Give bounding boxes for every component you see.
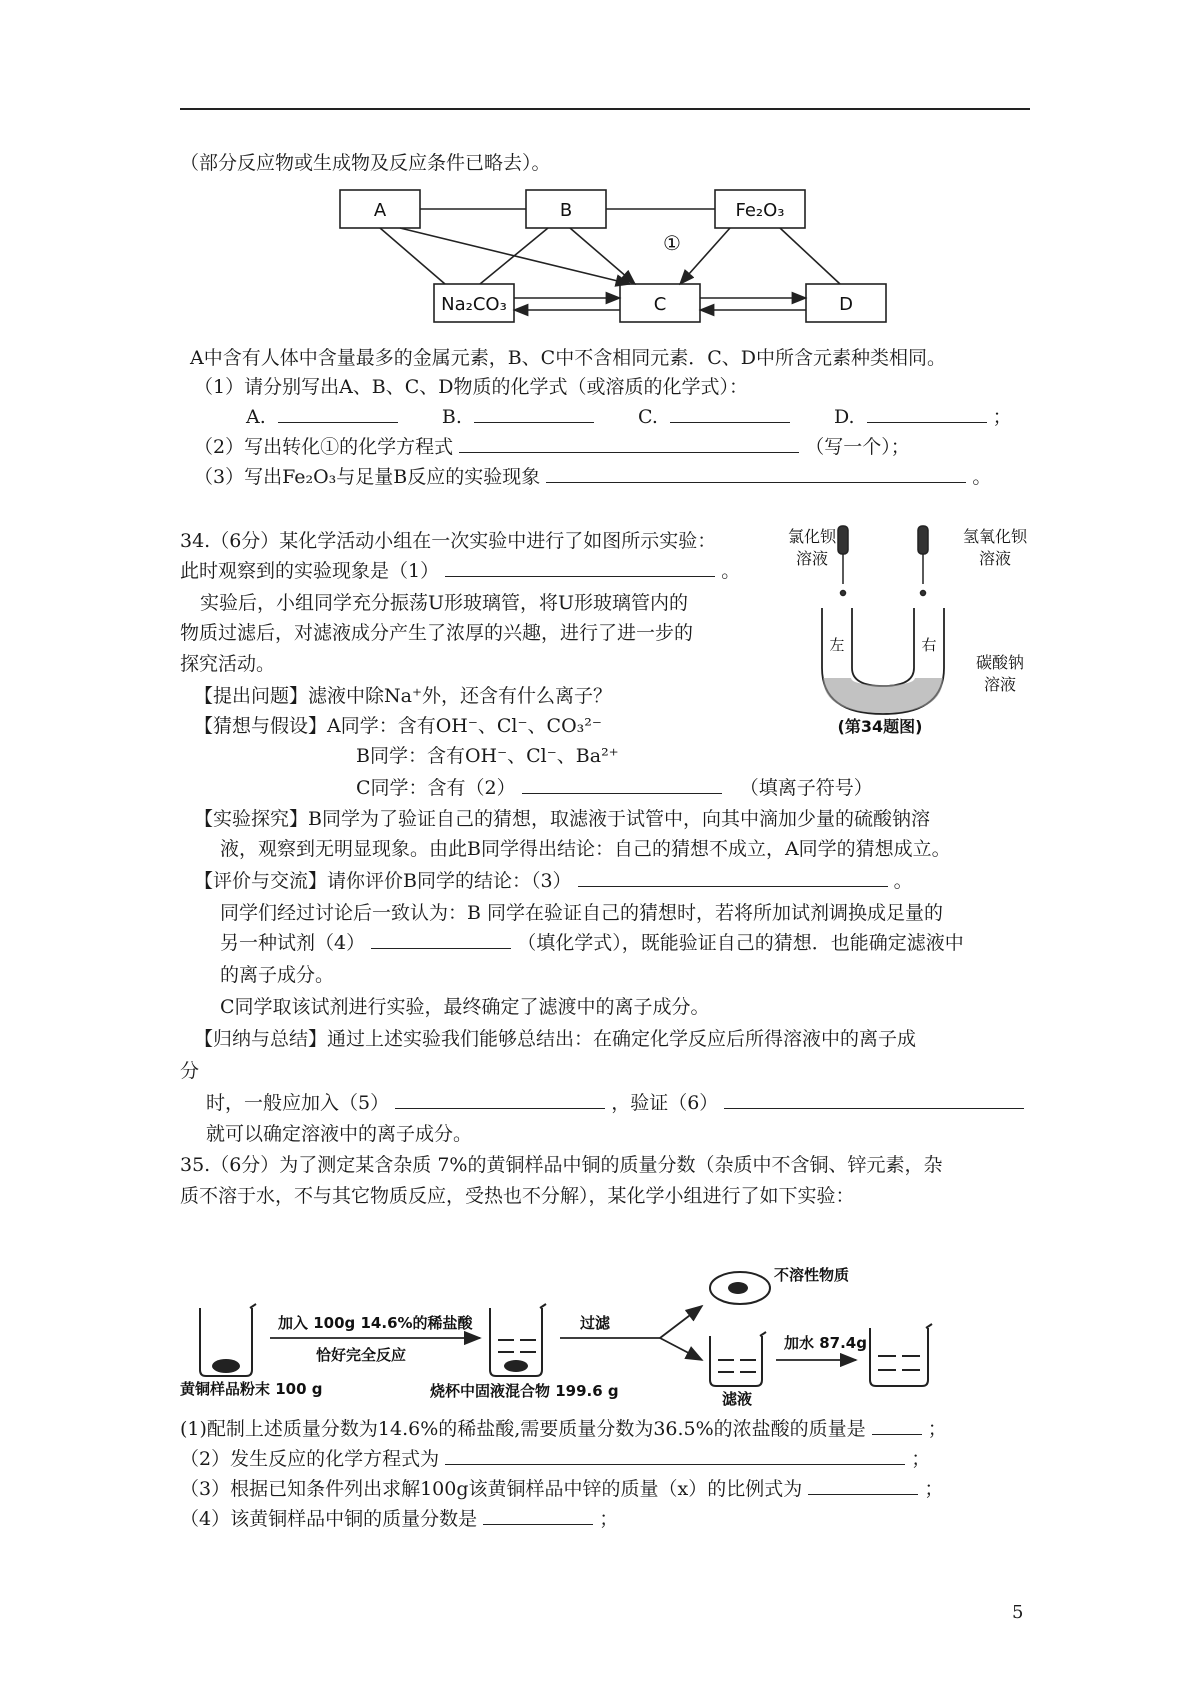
q33-p2-text: （2）写出转化①的化学方程式: [194, 436, 454, 458]
q34-l9-end: （填离子符号）: [739, 777, 873, 799]
q33-p3-end: 。: [972, 466, 992, 488]
baoh2-label-2: 溶液: [978, 549, 1012, 568]
label-circle-1: ①: [663, 231, 681, 255]
filtrate-label: 滤液: [722, 1390, 753, 1408]
q34-l2-end: 。: [721, 560, 741, 582]
u-tube-figure: [780, 518, 1040, 738]
answer-blank-35-3[interactable]: [808, 1476, 918, 1495]
q34-l9: [356, 775, 873, 801]
q35-p2-text: （2）发生反应的化学方程式为: [180, 1448, 440, 1470]
answer-blank-34-6[interactable]: [724, 1090, 1024, 1109]
answer-blank-c[interactable]: [670, 404, 790, 423]
q34-l15: 的离子成分。: [220, 964, 335, 986]
q35-p3: [180, 1476, 943, 1502]
q35-p2-end: ；: [911, 1448, 931, 1470]
q34-l2-text: 此时观察到的实验现象是（1）: [180, 560, 440, 582]
label-b: B: [559, 200, 573, 221]
intro-text: （部分反应物或生成物及反应条件已略去）。: [180, 152, 551, 174]
q34-l19-mid: ，验证（6）: [611, 1092, 719, 1114]
left-dropper-bulb: [838, 526, 848, 554]
add-acid-label: 加入 100g 14.6%的稀盐酸: [278, 1314, 473, 1332]
opt-d-label: D.: [833, 406, 855, 428]
q35-l1: 35.（6分）为了测定某含杂质 7%的黄铜样品中铜的质量分数（杂质中不含铜、锌元素，杂: [180, 1154, 943, 1176]
reaction-diagram: [330, 188, 910, 328]
answer-blank-equation[interactable]: [459, 434, 799, 453]
q35-p2: [180, 1446, 930, 1472]
tube-left-label: 左: [829, 636, 845, 654]
q34-l7: 【猜想与假设】A同学：含有OH⁻、Cl⁻、CO₃²⁻: [194, 715, 602, 737]
q33-p3-text: （3）写出Fe₂O₃与足量B反应的实验现象: [194, 466, 541, 488]
sample-label: 黄铜样品粉末 100 g: [180, 1380, 323, 1398]
answer-blank-d[interactable]: [867, 404, 987, 423]
q34-l13: 同学们经过讨论后一致认为：B 同学在验证自己的猜想时，若将所加试剂调换成足量的: [220, 902, 944, 924]
na2co3-label-2: 溶液: [983, 675, 1017, 694]
answer-blank-phenomenon[interactable]: [546, 464, 966, 483]
q34-l12: [194, 868, 913, 894]
residue: [504, 1360, 528, 1372]
q34-l1: 34.（6分）某化学活动小组在一次实验中进行了如图所示实验：: [180, 530, 717, 552]
q34-l18: 分: [180, 1060, 200, 1082]
opt-c-label: C.: [637, 406, 658, 428]
figure-caption-34: (第34题图): [837, 717, 923, 736]
label-a: A: [373, 200, 387, 221]
react-label: 恰好完全反应: [316, 1346, 407, 1364]
solution-fill: [823, 678, 943, 713]
q33-p2: [194, 434, 910, 460]
q34-l11: 液，观察到无明显现象。由此B同学得出结论：自己的猜想不成立，A同学的猜想成立。: [220, 838, 951, 860]
q34-l14-end: （填化学式），既能验证自己的猜想．也能确定滤液中: [517, 932, 964, 954]
header-rule: [180, 108, 1030, 110]
q35-p4: [180, 1506, 618, 1532]
answer-blank-b[interactable]: [474, 404, 594, 423]
bacl2-label-2: 溶液: [795, 549, 829, 568]
u-tube-inner: [852, 608, 914, 686]
brass-experiment-figure: [180, 1248, 1000, 1408]
q35-p3-text: （3）根据已知条件列出求解100g该黄铜样品中锌的质量（x）的比例式为: [180, 1478, 803, 1500]
q34-l19-text: 时，一般应加入（5）: [206, 1092, 390, 1114]
answer-blank-34-5[interactable]: [395, 1090, 605, 1109]
q34-l14: [220, 930, 964, 956]
label-na2co3: Na₂CO₃: [441, 294, 507, 315]
q33-p2-end: （写一个）；: [805, 436, 910, 458]
q34-l17: 【归纳与总结】通过上述实验我们能够总结出：在确定化学反应后所得溶液中的离子成: [194, 1028, 917, 1050]
answer-blank-35-2[interactable]: [445, 1446, 905, 1465]
page-number: 5: [1012, 1602, 1024, 1623]
q34-l9-text: C同学：含有（2）: [356, 777, 516, 799]
answer-blank-34-2[interactable]: [522, 775, 722, 794]
q35-l2: 质不溶于水，不与其它物质反应，受热也不分解），某化学小组进行了如下实验：: [180, 1185, 855, 1207]
answer-blank-a[interactable]: [278, 404, 398, 423]
insoluble-label: 不溶性物质: [774, 1266, 850, 1284]
right-dropper-bulb: [918, 526, 928, 554]
answer-blank-35-4[interactable]: [483, 1506, 593, 1525]
answer-blank-34-4[interactable]: [371, 930, 511, 949]
q34-l12-end: 。: [893, 870, 913, 892]
bacl2-label-1: 氯化钡: [787, 527, 837, 546]
mixture-label: 烧杯中固液混合物 199.6 g: [430, 1382, 619, 1400]
q35-p1-text: (1)配制上述质量分数为14.6%的稀盐酸,需要质量分数为36.5%的浓盐酸的质量是: [180, 1418, 866, 1440]
label-c: C: [653, 294, 667, 315]
q33-desc: A中含有人体中含量最多的金属元素，B、C中不含相同元素．C、D中所含元素种类相同。: [190, 347, 946, 369]
q35-p3-end: ；: [924, 1478, 944, 1500]
q34-l12-text: 【评价与交流】请你评价B同学的结论：（3）: [194, 870, 572, 892]
label-d: D: [839, 294, 853, 315]
q35-p4-text: （4）该黄铜样品中铜的质量分数是: [180, 1508, 478, 1530]
q34-l4: 物质过滤后，对滤液成分产生了浓厚的兴趣，进行了进一步的: [180, 622, 694, 644]
q34-l10: 【实验探究】B同学为了验证自己的猜想，取滤液于试管中，向其中滴加少量的硫酸钠溶: [194, 808, 930, 830]
q33-options: [246, 404, 1012, 430]
q34-l6: 【提出问题】滤液中除Na⁺外，还含有什么离子？: [194, 685, 612, 707]
filter-label: 过滤: [580, 1314, 611, 1332]
q34-l2: [180, 558, 740, 584]
label-fe2o3: Fe₂O₃: [735, 200, 785, 221]
answer-blank-35-1[interactable]: [872, 1416, 922, 1435]
answer-blank-34-1[interactable]: [445, 558, 715, 577]
q35-p1: [180, 1416, 947, 1442]
q34-l20: 就可以确定溶液中的离子成分。: [206, 1123, 473, 1145]
q33-p3: [194, 464, 991, 490]
na2co3-label-1: 碳酸钠: [975, 653, 1025, 672]
q34-l19: [206, 1090, 1024, 1116]
opt-a-label: A.: [246, 406, 266, 428]
insoluble-solid: [728, 1282, 748, 1294]
baoh2-label-1: 氢氧化钡: [962, 527, 1028, 546]
add-water-label: 加水 87.4g: [784, 1334, 867, 1352]
q34-l8: B同学：含有OH⁻、Cl⁻、Ba²⁺: [356, 745, 619, 767]
q34-l5: 探究活动。: [180, 653, 276, 675]
answer-blank-34-3[interactable]: [578, 868, 888, 887]
q35-p4-end: ；: [599, 1508, 619, 1530]
q34-l14-text: 另一种试剂（4）: [220, 932, 366, 954]
q34-l16: C同学取该试剂进行实验，最终确定了滤渡中的离子成分。: [220, 996, 710, 1018]
q35-p1-end: ；: [927, 1418, 947, 1440]
brass-powder: [212, 1359, 240, 1373]
semicolon: ；: [992, 406, 1012, 428]
tube-right-label: 右: [921, 636, 937, 654]
q34-l3: 实验后，小组同学充分振荡U形玻璃管，将U形玻璃管内的: [200, 592, 689, 614]
opt-b-label: B.: [441, 406, 462, 428]
q33-p1: （1）请分别写出A、B、C、D物质的化学式（或溶质的化学式）：: [194, 376, 749, 398]
